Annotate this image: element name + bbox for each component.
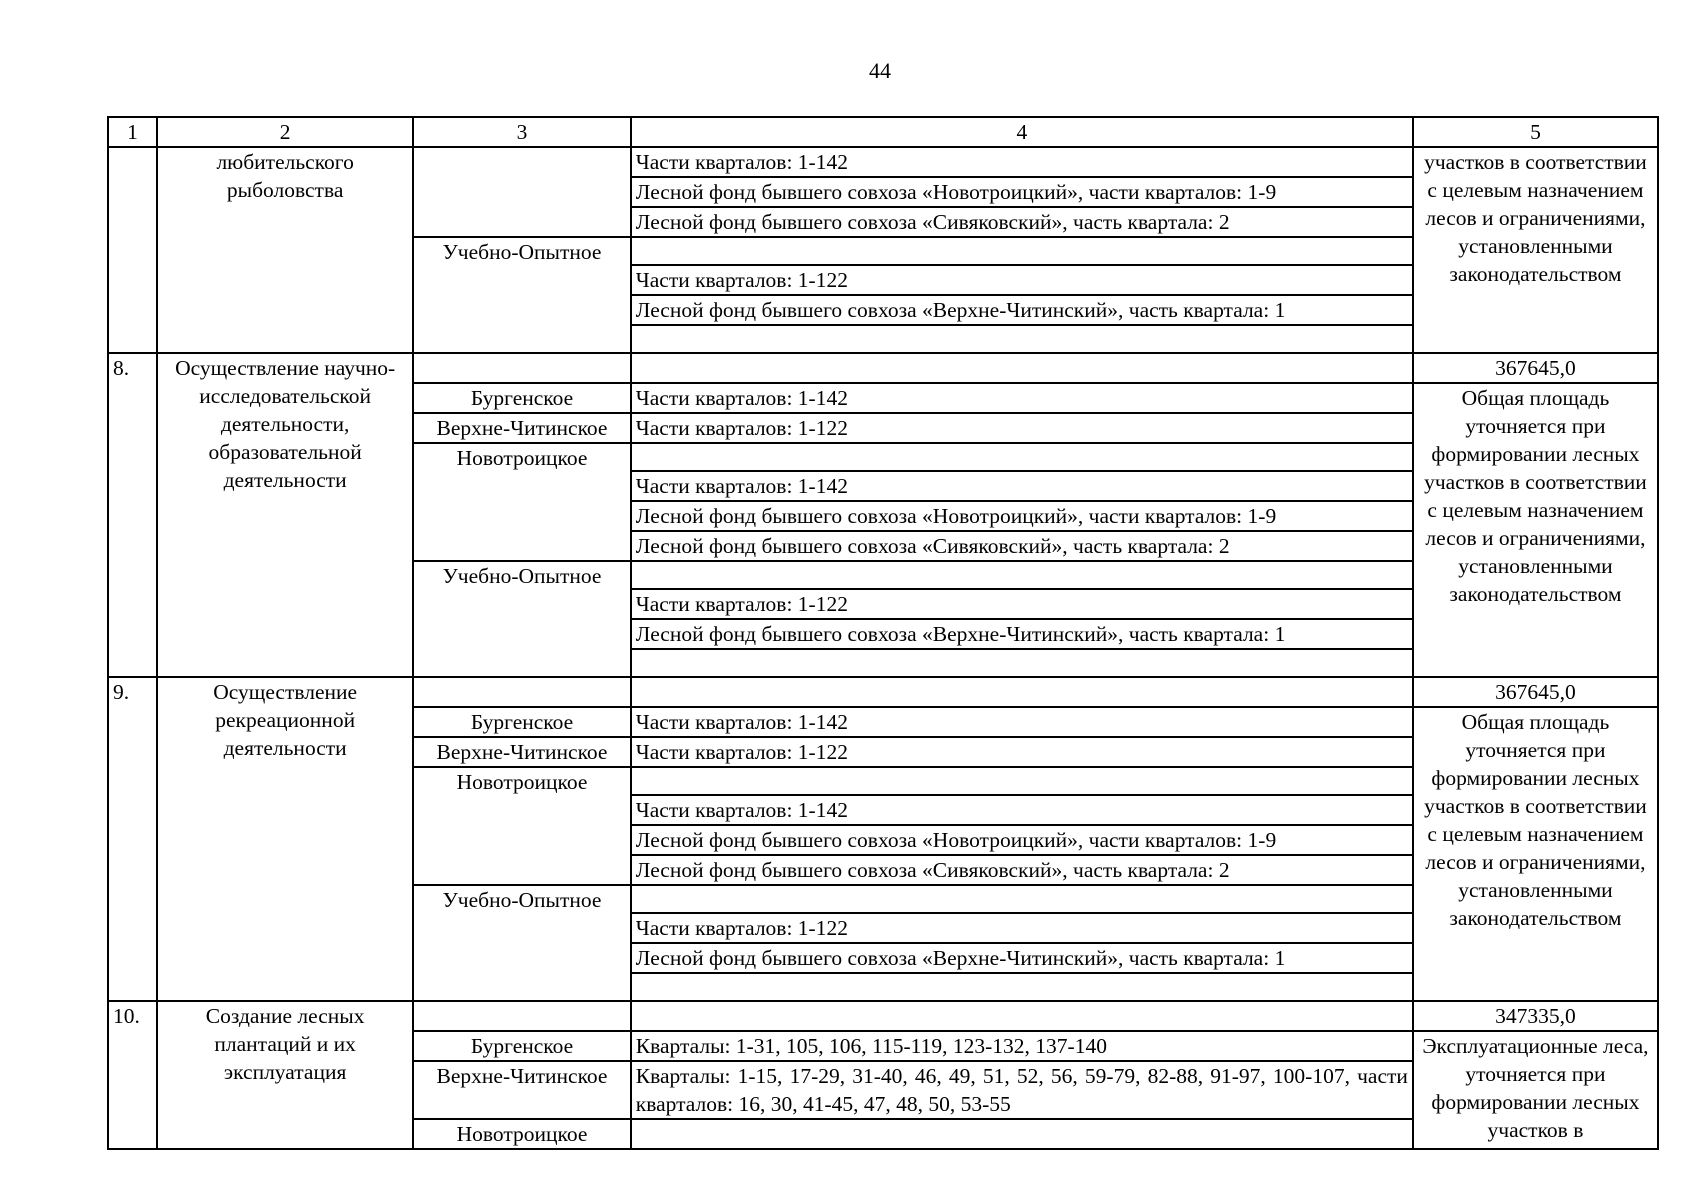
forestry-cell: [413, 1001, 630, 1031]
quarters-cell: Лесной фонд бывшего совхоза «Новотроицкий», части кварталов: 1-9: [631, 825, 1413, 855]
forestry-cell: [413, 147, 630, 237]
row-number-cell: [108, 147, 157, 353]
forestry-cell: Верхне-Читинское: [413, 413, 630, 443]
forestry-cell: Новотроицкое: [413, 1119, 630, 1149]
quarters-cell: Части кварталов: 1-142: [631, 471, 1413, 501]
activity-cell: любительского рыболовства: [157, 147, 413, 353]
quarters-cell: [631, 237, 1413, 265]
column-header: 4: [631, 117, 1413, 147]
quarters-cell: Лесной фонд бывшего совхоза «Верхне-Читинский», часть квартала: 1: [631, 295, 1413, 325]
row-number-cell: 9.: [108, 677, 157, 1001]
quarters-cell: [631, 1001, 1413, 1031]
forestry-cell: Учебно-Опытное: [413, 237, 630, 353]
activity-cell: Осуществление рекреационной деятельности: [157, 677, 413, 1001]
column-header: 1: [108, 117, 157, 147]
area-cell: 347335,0: [1413, 1001, 1658, 1031]
quarters-cell: [631, 767, 1413, 795]
row-number-cell: 10.: [108, 1001, 157, 1149]
forestry-cell: Учебно-Опытное: [413, 885, 630, 1001]
quarters-cell: [631, 353, 1413, 383]
forestry-cell: Верхне-Читинское: [413, 737, 630, 767]
forestry-cell: Верхне-Читинское: [413, 1061, 630, 1119]
forest-use-table: [107, 116, 1659, 1150]
forestry-cell: [413, 677, 630, 707]
note-cell: Общая площадь уточняется при формировании лесных участков в соответствии с целевым назначением лесов и ограничениями, установленными законодательством: [1413, 383, 1658, 677]
quarters-cell: Лесной фонд бывшего совхоза «Новотроицкий», части кварталов: 1-9: [631, 501, 1413, 531]
quarters-cell: Части кварталов: 1-122: [631, 737, 1413, 767]
activity-cell: Создание лесных плантаций и их эксплуатация: [157, 1001, 413, 1149]
quarters-cell: [631, 649, 1413, 677]
quarters-cell: [631, 561, 1413, 589]
area-cell: 367645,0: [1413, 353, 1658, 383]
forestry-cell: Бургенское: [413, 1031, 630, 1061]
quarters-cell: Кварталы: 1-15, 17-29, 31-40, 46, 49, 51, 52, 56, 59-79, 82-88, 91-97, 100-107, части кварталов: 16, 30, 41-45, 47, 48, 50, 53-55: [631, 1061, 1413, 1119]
note-cell: Эксплуатационные леса, уточняется при формировании лесных участков в: [1413, 1031, 1658, 1149]
quarters-cell: Лесной фонд бывшего совхоза «Сивяковский», часть квартала: 2: [631, 531, 1413, 561]
header-row: [108, 117, 1658, 147]
column-header: 3: [413, 117, 630, 147]
quarters-cell: Части кварталов: 1-122: [631, 265, 1413, 295]
note-cell: участков в соответствии с целевым назначением лесов и ограничениями, установленными законодательством: [1413, 147, 1658, 353]
quarters-cell: [631, 325, 1413, 353]
quarters-cell: Части кварталов: 1-142: [631, 147, 1413, 177]
quarters-cell: Лесной фонд бывшего совхоза «Новотроицкий», части кварталов: 1-9: [631, 177, 1413, 207]
quarters-cell: Кварталы: 1-31, 105, 106, 115-119, 123-132, 137-140: [631, 1031, 1413, 1061]
quarters-cell: Лесной фонд бывшего совхоза «Сивяковский», часть квартала: 2: [631, 855, 1413, 885]
quarters-cell: Лесной фонд бывшего совхоза «Верхне-Читинский», часть квартала: 1: [631, 943, 1413, 973]
quarters-cell: Части кварталов: 1-122: [631, 913, 1413, 943]
quarters-cell: Лесной фонд бывшего совхоза «Верхне-Читинский», часть квартала: 1: [631, 619, 1413, 649]
quarters-cell: [631, 973, 1413, 1001]
quarters-cell: Лесной фонд бывшего совхоза «Сивяковский», часть квартала: 2: [631, 207, 1413, 237]
row-number-cell: 8.: [108, 353, 157, 677]
column-header: 5: [1413, 117, 1658, 147]
forestry-cell: Учебно-Опытное: [413, 561, 630, 677]
forestry-cell: Новотроицкое: [413, 767, 630, 885]
forestry-cell: Бургенское: [413, 383, 630, 413]
forestry-cell: [413, 353, 630, 383]
quarters-cell: [631, 443, 1413, 471]
quarters-cell: [631, 1119, 1413, 1149]
activity-cell: Осуществление научно-исследовательской деятельности, образовательной деятельности: [157, 353, 413, 677]
column-header: 2: [157, 117, 413, 147]
quarters-cell: [631, 885, 1413, 913]
forestry-cell: Новотроицкое: [413, 443, 630, 561]
quarters-cell: Части кварталов: 1-142: [631, 383, 1413, 413]
quarters-cell: Части кварталов: 1-122: [631, 413, 1413, 443]
area-cell: 367645,0: [1413, 677, 1658, 707]
quarters-cell: Части кварталов: 1-122: [631, 589, 1413, 619]
quarters-cell: Части кварталов: 1-142: [631, 707, 1413, 737]
note-cell: Общая площадь уточняется при формировании лесных участков в соответствии с целевым назначением лесов и ограничениями, установленными законодательством: [1413, 707, 1658, 1001]
page-number: 44: [869, 58, 891, 83]
quarters-cell: [631, 677, 1413, 707]
forestry-cell: Бургенское: [413, 707, 630, 737]
quarters-cell: Части кварталов: 1-142: [631, 795, 1413, 825]
